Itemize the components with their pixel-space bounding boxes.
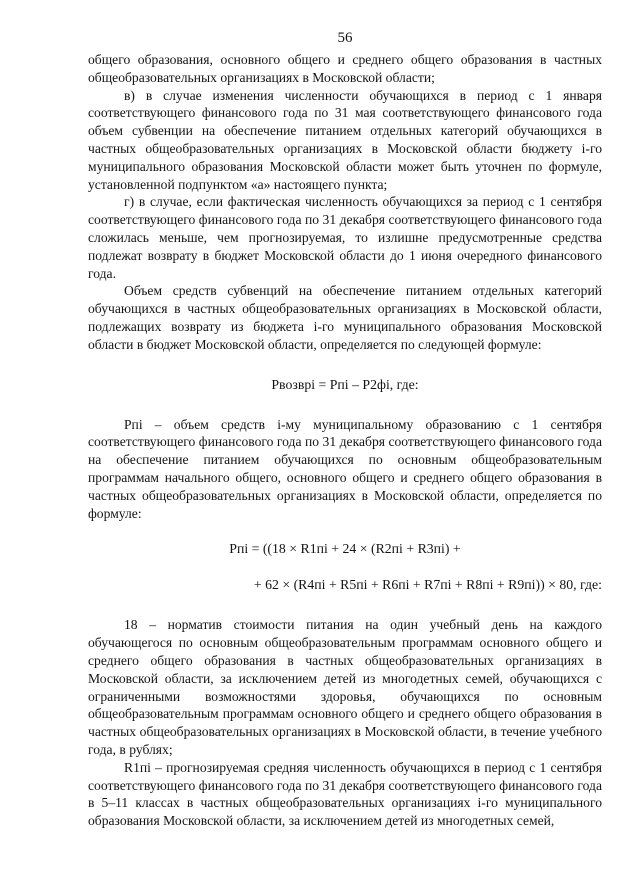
paragraph-r1-definition: R1пi – прогнозируемая средняя численность обучающихся в период с 1 сентября соответствующего финансового года по 31 декабря соответствующего финансового года в 5–11 классах в частных общеобразовательных организациях i-го муниципального образования Московской области, за исключением детей из многодетных семей,	[88, 759, 602, 829]
page-number: 56	[337, 30, 353, 46]
paragraph-norm-18: 18 – норматив стоимости питания на один учебный день на каждого обучающегося по основным общеобразовательным программам основного общего и среднего общего образования в частных общеобразовательных организациях в Московской области, за исключением детей из многодетных семей, обучающихся с ограниченными возможностями здоровья, обучающихся по основным общеобразовательным программам основного общего и среднего общего образования в частных общеобразовательных организациях в Московской области, в течение учебного года, в рублях;	[88, 617, 602, 757]
paragraph-return-volume: Объем средств субвенций на обеспечение питанием отдельных категорий обучающихся в частных общеобразовательных организациях в Московской области, подлежащих возврату из бюджета i-го муниципального образования Московской области в бюджет Московской области, определяется по следующей формуле:	[88, 283, 602, 352]
paragraph-continuation: общего образования, основного общего и среднего общего образования в частных общеобразовательных организациях в Московской области;	[88, 52, 602, 85]
formula-ppi-line2: + 62 × (R4пi + R5пi + R6пi + R7пi + R8пi + R9пi)) × 80, где:	[253, 577, 602, 593]
paragraph-item-v: в) в случае изменения численности обучающихся в период с 1 января соответствующего финансового года по 31 мая соответствующего финансового года объем субвенции на обеспечение питанием отдельных категорий обучающихся в частных общеобразовательных организациях в Московской области бюджету i-го муниципального образования Московской области может быть уточнен по формуле, установленной подпунктом «а» настоящего пункта;	[88, 87, 602, 192]
formula-return: Pвозврi = Pпi – P2фi, где:	[271, 376, 419, 392]
paragraph-ppi-definition: Pпi – объем средств i-му муниципальному образованию с 1 сентября соответствующего финансового года по 31 декабря соответствующего финансового года на обеспечение питанием обучающихся по основным общеобразовательным программам начального общего, основного общего и среднего общего образования в частных общеобразовательных организациях в Московской области, определяется по формуле:	[88, 416, 602, 521]
paragraph-item-g: г) в случае, если фактическая численность обучающихся за период с 1 сентября соответствующего финансового года по 31 декабря соответствующего финансового года сложилась меньше, чем прогнозируемая, то излишне предусмотренные средства подлежат возврату в бюджет Московской области до 1 июня очередного финансового года.	[88, 194, 602, 281]
formula-ppi-line1: Pпi = ((18 × R1пi + 24 × (R2пi + R3пi) +	[229, 541, 461, 557]
